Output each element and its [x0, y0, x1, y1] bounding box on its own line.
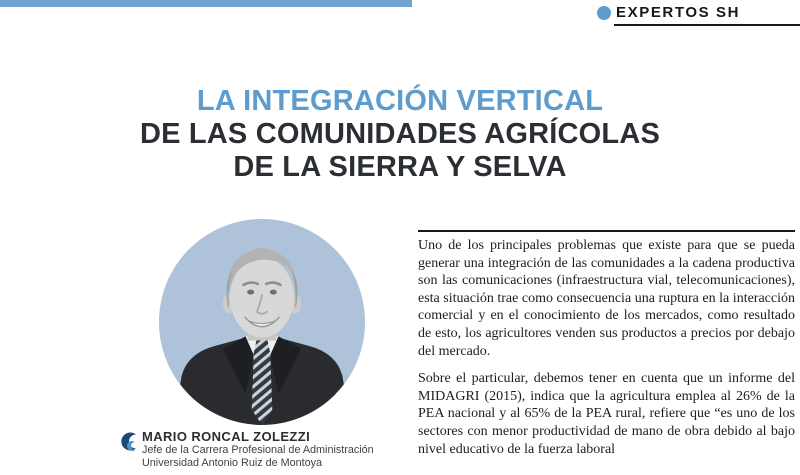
- author-organization: Universidad Antonio Ruiz de Montoya: [142, 456, 323, 469]
- author-portrait: [159, 219, 365, 425]
- masthead: [597, 4, 740, 21]
- article-paragraph-2: Sobre el particular, debemos tener en cuenta que un informe del MIDAGRI (2015), indica que la agricultura emplea al 26% de la PEA nacional y al 65% de la PEA rural, refiere que “es uno de los sectores con menor productividad de mano de obra debido al bajo nivel educativo de la fuerza laboral: [418, 371, 795, 457]
- article-top-rule: [418, 230, 795, 232]
- author-block: [121, 429, 374, 469]
- author-role: Jefe de la Carrera Profesional de Administración: [142, 444, 374, 456]
- author-crescent-icon: [121, 431, 138, 457]
- article-title: [0, 85, 800, 184]
- top-accent-bar: [0, 0, 412, 7]
- masthead-rule: [614, 24, 800, 26]
- title-line-1: LA INTEGRACIÓN VERTICAL: [196, 85, 604, 117]
- article-paragraph-1: Uno de los principales problemas que existe para que se pueda generar una integración de las comunidades a la cadena productiva son las comunicaciones (infraestructura vial, telecomunicaciones), esta situación trae como consecuencia una ruptura en la interacción comercial y en el conocimiento de los mercados, como resultado de esto, los agricultores venden sus productos a precios por debajo del mercado.: [418, 238, 795, 359]
- title-line-3: DE LA SIERRA Y SELVA: [233, 151, 567, 183]
- portrait-photo-icon: [159, 219, 365, 425]
- section-dot-icon: [597, 6, 611, 20]
- author-name: MARIO RONCAL ZOLEZZI: [142, 429, 311, 444]
- article-body: [418, 237, 795, 468]
- section-label: EXPERTOS SH: [616, 4, 741, 21]
- title-line-2: DE LAS COMUNIDADES AGRÍCOLAS: [139, 118, 661, 150]
